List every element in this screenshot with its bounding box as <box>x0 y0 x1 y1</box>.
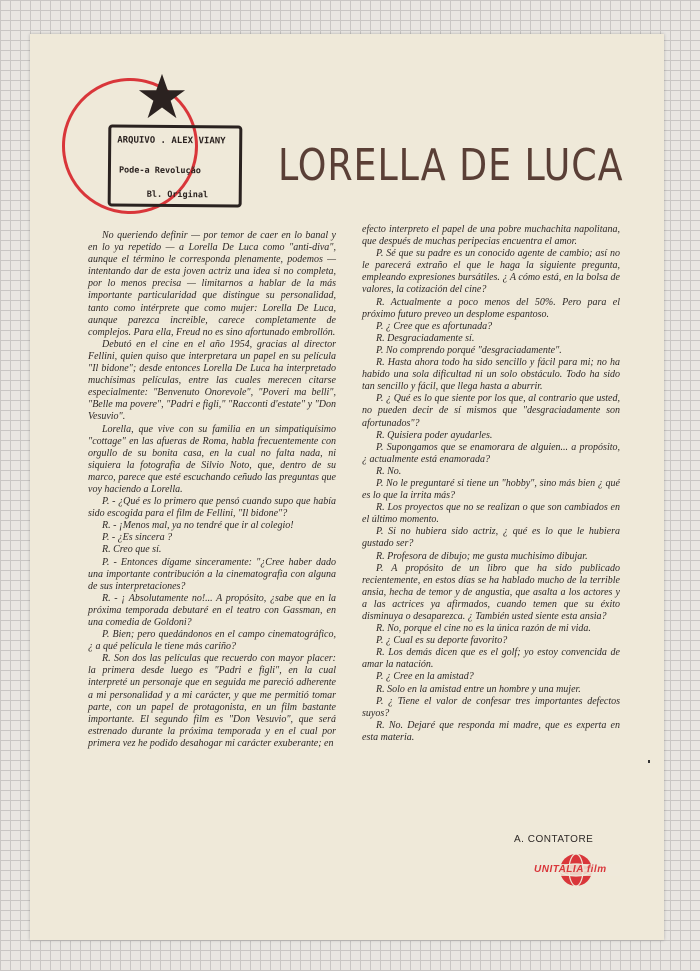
paragraph: Lorella, que vive con su familia en un simpatiquísimo "cottage" en las afueras de Roma, habla frecuentemente con orgullo de su bonita casa, en la cual no falta nada, ni siquiera la fotografia de Silvio Noto, que, dentro de su marco, parece que esté escuchando ceñudo las preguntas que voy haciendo a Lorella. <box>88 423 336 495</box>
unitalia-logo <box>530 852 622 888</box>
paragraph: R. - ¡Menos mal, ya no tendré que ir al colegio! <box>102 520 294 532</box>
paragraph: No queriendo definir — por temor de caer en lo banal y en lo ya repetido — a Lorella De Luca como "anti-diva", aunque el término le corresponda plenamente, podemos — intentando dar de esta joven actriz una idea si no completa, por lo menos precisa — limitarnos a hablar de la más importante particularidad que distingue su personalidad, tanto como intérprete que como mujer: Lorella De Luca, aunque parezca increible, carece completamente de complejos. Para ella, Freud no es sino afortunado embrollón. <box>88 230 336 338</box>
paragraph: P. Si no hubiera sido actriz, ¿ qué es lo que le hubiera gustado ser? <box>362 526 620 550</box>
author-signature: A. CONTATORE <box>514 834 594 845</box>
stamp-line-2: Pode-a Revolução <box>118 165 201 177</box>
right-column <box>362 224 620 744</box>
page-title: LORELLA DE LUCA <box>278 140 624 191</box>
paragraph: R. - ¡ Absolutamente no!... A propósito, ¿sabe que en la próxima temporada debutaré en el teatro con Gassman, en una comedia de Goldoni? <box>88 592 336 628</box>
paragraph: P. - ¿Qué es lo primero que pensó cuando supo que había sido escogida para el film de Fellini, "Il bidone"? <box>88 496 336 520</box>
paragraph: P. A propósito de un libro que ha sido publicado recientemente, en estos días se ha hablado mucho de la terrible ansia, hecha de temor y de angustia, que asalta a los actores y a las actrices ya afirmados, cuando temen que su éxito disminuya o desaparezca. ¿ También usted siente esta ansia? <box>362 562 620 622</box>
paragraph: P. - ¿Es sincera ? <box>102 532 173 544</box>
paragraph: P. - Entonces dígame sinceramente: "¿Cree haber dado una importante contribución a la cinematografia con alguna de sus interpretaciones? <box>88 556 336 592</box>
paragraph: R. Profesora de dibujo; me gusta muchisimo dibujar. <box>376 550 588 562</box>
paragraph: P. No le preguntaré si tiene un "hobby", sino más bien ¿ qué es lo que la irrita más? <box>362 477 620 502</box>
paragraph: R. No. <box>376 465 402 477</box>
paragraph: R. Quisiera poder ayudarles. <box>376 429 493 441</box>
paragraph: P. ¿ Cree en la amistad? <box>376 671 474 683</box>
ink-speck <box>648 760 650 763</box>
paragraph: P. ¿ Tiene el valor de confesar tres importantes defectos suyos? <box>362 695 620 719</box>
paragraph: R. Actualmente a poco menos del 50%. Pero para el próximo futuro preveo un desplome espantoso. <box>362 296 620 320</box>
paragraph: R. Creo que sí. <box>102 544 162 556</box>
paragraph: P. Bien; pero quedándonos en el campo cinematográfico, ¿ a qué película le tiene más cariño? <box>88 629 336 653</box>
paragraph: R. Desgraciadamente sí. <box>376 332 475 344</box>
paragraph: R. Solo en la amistad entre un hombre y una mujer. <box>376 683 581 695</box>
paragraph: P. ¿ Qué es lo que siente por los que, al contrario que usted, no pueden decir de sí mismos que "desgraciadamente son afortunados"? <box>362 393 620 429</box>
paragraph: R. Los proyectos que no se realizan o que son cambiados en el último momento. <box>362 502 620 526</box>
star-icon <box>138 72 186 120</box>
logo-text: UNITALIA film <box>534 864 607 875</box>
archive-stamp <box>108 124 243 207</box>
paragraph: R. Los demás dicen que es el golf; yo estoy convencida de amar la natación. <box>362 647 620 671</box>
stamp-line-1: ARQUIVO . ALEX VIANY <box>117 135 226 147</box>
paragraph: efecto interpreto el papel de una pobre muchachita napolitana, que después de muchas peripecias encuentra el amor. <box>362 224 620 248</box>
paragraph: R. Hasta ahora todo ha sido sencillo y fácil para mi; no ha habido una sola dificultad ni un solo obstáculo. Todo ha sido tan sencillo y fácil, que llega hasta a aburrir. <box>362 357 620 393</box>
paragraph: R. No, porque el cine no es la única razón de mi vida. <box>376 623 591 635</box>
paragraph: P. ¿ Cree que es afortunada? <box>376 320 493 332</box>
paragraph: P. Supongamos que se enamorara de alguien... a propósito, ¿ actualmente está enamorada? <box>362 441 620 465</box>
left-column <box>88 230 336 750</box>
paragraph: Debutó en el cine en el año 1954, gracias al director Fellini, quien quiso que interpretara un papel en su película "Il bidone"; desde entonces Lorella De Luca ha interpretado muchísimas películas, entre las cuales merecen citarse especialmente: "Benvenuto Onorevole", "Poveri ma belli", "Belle ma povere", "Padri e figli," "Racconti d'estate" y "Don Vesuvio". <box>88 338 336 423</box>
paragraph: P. No comprendo porqué "desgraciadamente". <box>376 344 562 356</box>
paragraph: P. ¿ Cual es su deporte favorito? <box>376 635 508 647</box>
paragraph: R. Son dos las películas que recuerdo con mayor placer: la primera desde luego es "Padri e figli", en la cual interpreté un personaje que en seguida me pareció adherente a mi personalidad y a mi carácter, y que me permitió tomar parte, con un papel de protagonista, en un film bastante importante. El segundo film es "Don Vesuvio", que será estrenado durante la próxima temporada y en el cual por primera vez he podido desahogar mi carácter exuberante; en <box>88 653 336 749</box>
stamp-line-3: Bl. Original <box>146 189 209 201</box>
paragraph: R. No. Dejaré que responda mi madre, que es experta en esta materia. <box>362 719 620 743</box>
paragraph: P. Sé que su padre es un conocido agente de cambio; así no le parecerá extraño el que le haga la siguiente pregunta, empleando expresiones bursátiles. ¿ A cómo está, en la bolsa de valores, la cotización del cine? <box>362 248 620 296</box>
